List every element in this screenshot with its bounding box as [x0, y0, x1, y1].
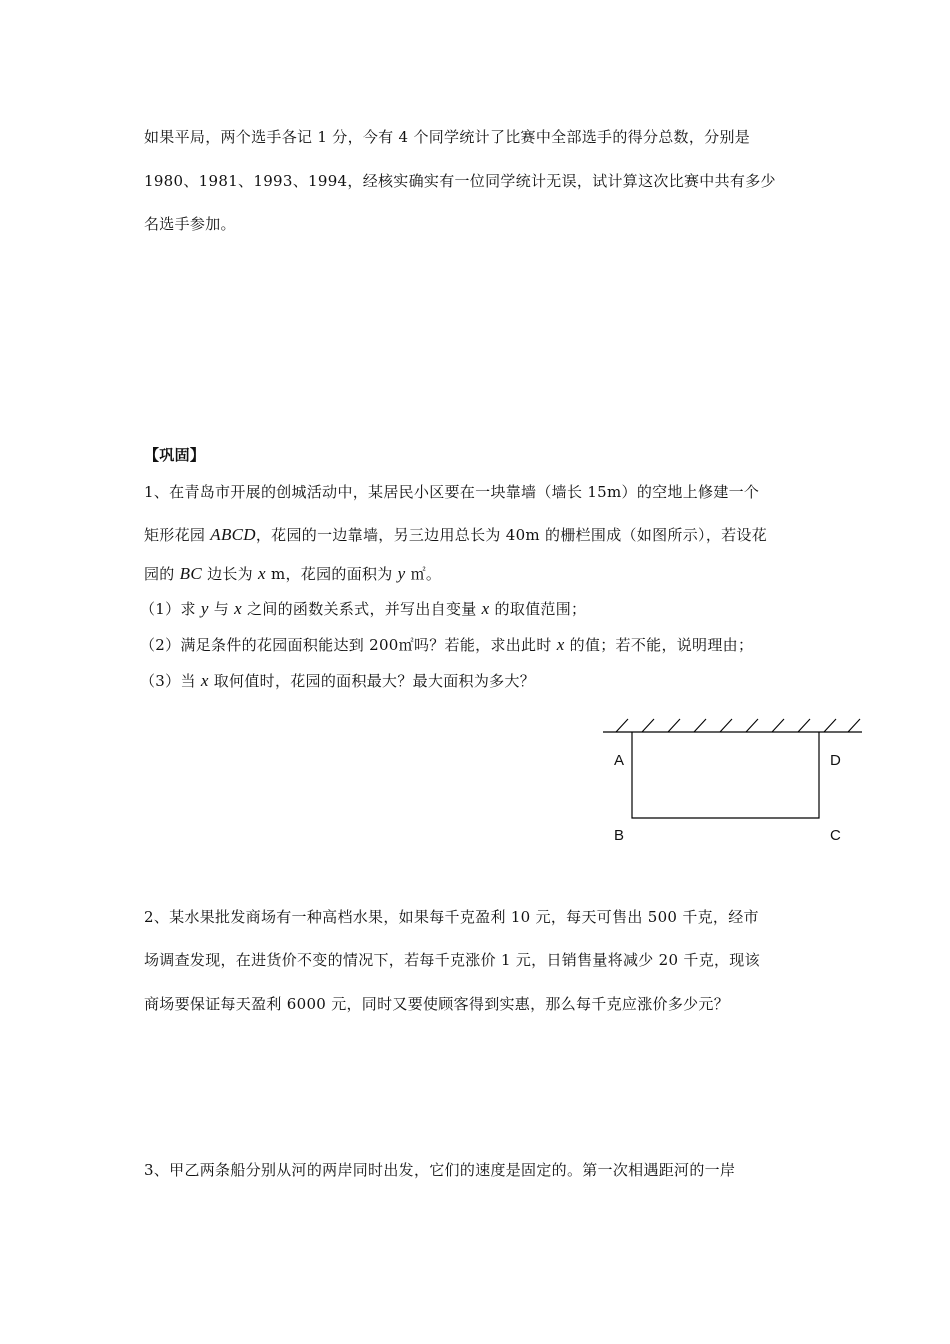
section-title: 【巩固】	[144, 446, 206, 464]
problem2-line-1: 2、某水果批发商场有一种高档水果，如果每千克盈利 10 元，每天可售出 500 千克，经市	[144, 908, 759, 926]
problem3-line-1: 3、甲乙两条船分别从河的两岸同时出发，它们的速度是固定的。第一次相遇距河的一岸	[144, 1161, 736, 1179]
label-b: B	[614, 827, 625, 844]
intro-line-3: 名选手参加。	[144, 215, 236, 233]
problem1-line-2: 矩形花园 ABCD，花园的一边靠墙，另三边用总长为 40m 的栅栏围成（如图所示），若设花	[144, 525, 768, 544]
var-abcd: ABCD	[210, 525, 256, 544]
var-bc: BC	[179, 564, 202, 583]
var-x: x	[258, 564, 266, 583]
wall-hatching	[616, 719, 860, 732]
problem1-line-3: 园的 BC 边长为 x m，花园的面积为 y ㎡。	[144, 564, 442, 583]
problem2-line-3: 商场要保证每天盈利 6000 元，同时又要使顾客得到实惠，那么每千克应涨价多少元？	[144, 995, 730, 1013]
fence-outline	[632, 732, 819, 818]
intro-line-2: 1980、1981、1993、1994，经核实确实有一位同学统计无误，试计算这次比赛中共有多少	[144, 172, 776, 190]
label-d: D	[830, 752, 841, 769]
garden-figure	[600, 715, 870, 825]
intro-line-1: 如果平局，两个选手各记 1 分，今有 4 个同学统计了比赛中全部选手的得分总数，分别是	[144, 128, 751, 146]
problem2-line-2: 场调查发现，在进货价不变的情况下，若每千克涨价 1 元，日销售量将减少 20 千克，现该	[144, 951, 760, 969]
problem1-question-2: （2）满足条件的花园面积能达到 200㎡吗？若能，求出此时 x 的值；若不能，说明理由；	[140, 635, 754, 654]
var-y: y	[397, 564, 406, 583]
label-c: C	[830, 827, 841, 844]
problem1-question-1: （1）求 y 与 x 之间的函数关系式，并写出自变量 x 的取值范围；	[140, 599, 587, 618]
problem1-question-3: （3）当 x 取何值时，花园的面积最大？最大面积为多大？	[140, 671, 536, 690]
label-a: A	[614, 752, 625, 769]
problem1-line-1: 1、在青岛市开展的创城活动中，某居民小区要在一块靠墙（墙长 15m）的空地上修建一个	[144, 483, 760, 501]
